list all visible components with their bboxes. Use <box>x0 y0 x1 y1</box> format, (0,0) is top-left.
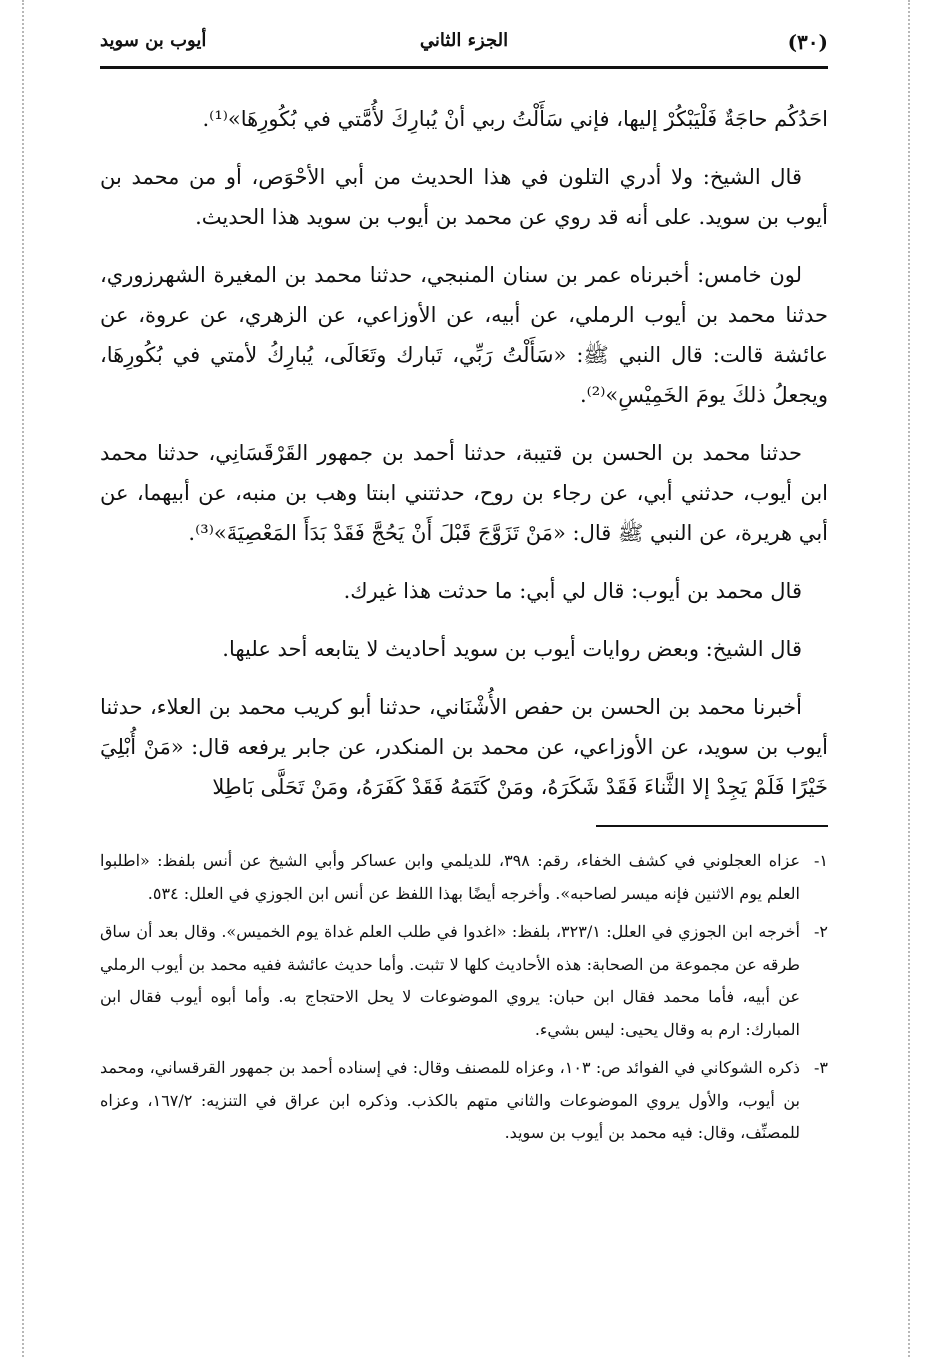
footnote-number: ٢- <box>814 922 828 941</box>
footnote-text: عزاه العجلوني في كشف الخفاء، رقم: ٣٩٨، للديلمي وابن عساكر وأبي الشيخ عن أنس بلفظ: «اطلبوا العلم يوم الاثنين فإنه ميسر لصاحبه». وأخرجه أيضًا بهذا اللفظ عن أنس ابن الجوزي في العلل: ٥٣٤. <box>100 851 801 903</box>
paragraph: حدثنا محمد بن الحسن بن قتيبة، حدثنا أحمد بن جمهور القَرْقَسَانِي، حدثنا محمد ابن أيوب، حدثني أبي، عن رجاء بن روح، حدثتني ابنتا وهب بن منبه، عن أبيهما، عن أبي هريرة، عن النبي ﷺ قال: «مَنْ تَزَوَّجَ قَبْلَ أَنْ يَحُجَّ فَقَدْ بَدَأَ المَعْصِيَةَ»⁽³⁾. <box>100 441 828 545</box>
left-margin-guide <box>22 0 24 1357</box>
footnotes <box>100 845 828 1150</box>
page-header <box>100 20 828 69</box>
footnote <box>100 845 828 910</box>
footnote-text: ذكره الشوكاني في الفوائد ص: ١٠٣، وعزاه للمصنف وقال: في إسناده أحمد بن جمهور القرقساني، ومحمد بن أيوب، والأول يروي الموضوعات والثاني متهم بالكذب. وذكره ابن عراق في التنزيه: ١٦٧/٢، وعزاه للمصنِّف، وقال: فيه محمد بن أيوب بن سويد. <box>100 1058 801 1142</box>
book-page <box>100 20 828 1340</box>
page-number: (٣٠) <box>787 30 828 54</box>
footnote-text: أخرجه ابن الجوزي في العلل: ٣٢٣/١، بلفظ: «اغدوا في طلب العلم غداة يوم الخميس». وقال بعد أن ساق طرقه عن مجموعة من الصحابة: هذه الأحاديث كلها لا تثبت. وأما حديث عائشة ففيه محمد بن أيوب الرملي عن أبيه، فأما محمد فقال ابن حبان: يروي الموضوعات لا يحل الاحتجاج به. وأما أبوه أيوب فقال ابن المبارك: ارم به وقال يحيى: ليس بشيء. <box>100 922 800 1039</box>
footnote <box>100 1052 828 1150</box>
paragraph: قال الشيخ: ولا أدري التلون في هذا الحديث من أبي الأحْوَص، أو من محمد بن أيوب بن سويد. على أنه قد روي عن محمد بن أيوب بن سويد هذا الحديث. <box>100 165 828 229</box>
footnote-separator <box>596 825 828 827</box>
footnote <box>100 916 828 1046</box>
footnote-number: ٣- <box>814 1058 828 1077</box>
paragraph: احَدُكُم حاجَةٌ فَلْيَبْكُرْ إليها، فإني سَأَلْتُ ربي أنْ يُبارِكَ لأُمَّتي في بُكُورِهَا»⁽¹⁾. <box>202 107 828 131</box>
running-head: أيوب بن سويد <box>100 30 207 51</box>
main-text <box>100 99 828 807</box>
paragraph: لون خامس: أخبرناه عمر بن سنان المنبجي، حدثنا محمد بن المغيرة الشهرزوري، حدثنا محمد بن أيوب الرملي، عن أبيه، عن الأوزاعي، عن الزهري، عن عروة، عن عائشة قالت: قال النبي ﷺ: «سَأَلْتُ رَبِّي، تَبارك وتَعَالَى، يُبارِكُ لأمتي في بُكُورِهَا، ويجعلُ ذلكَ يومَ الخَمِيْسِ»⁽²⁾. <box>100 263 828 407</box>
paragraph: أخبرنا محمد بن الحسن بن حفص الأُشْنَاني، حدثنا أبو كريب محمد بن العلاء، حدثنا أيوب بن سويد، عن الأوزاعي، عن محمد بن المنكدر، عن جابر يرفعه قال: «مَنْ أُبْلِيَ خَيْرًا فَلَمْ يَجِدْ إلا الثَّناءَ فَقَدْ شَكَرَهُ، ومَنْ كَتَمَهُ فَقَدْ كَفَرَهُ، ومَنْ تَحَلَّى بَاطِلا <box>100 695 828 799</box>
paragraph: قال محمد بن أيوب: قال لي أبي: ما حدثت هذا غيرك. <box>343 579 802 603</box>
paragraph: قال الشيخ: وبعض روايات أيوب بن سويد أحاديث لا يتابعه أحد عليها. <box>222 637 802 661</box>
right-margin-guide <box>908 0 910 1357</box>
footnote-number: ١- <box>814 851 828 870</box>
part-title: الجزء الثاني <box>419 30 509 51</box>
